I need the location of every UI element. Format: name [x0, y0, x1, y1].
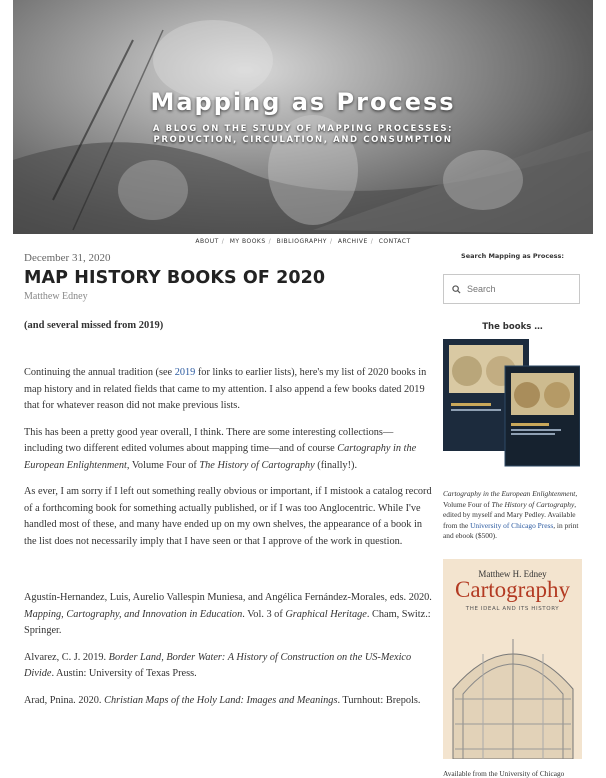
text: Continuing the annual tradition (see: [24, 367, 175, 378]
post-date[interactable]: December 31, 2020: [24, 252, 111, 264]
text: , in print and ebook ($500).: [443, 520, 579, 540]
text: This has been a pretty good year overall, I think. There are some interesting collections—including two different edited volumes about mapping time—and of course: [24, 426, 394, 454]
search-box[interactable]: [443, 274, 580, 304]
text: Agustín-Hernandez, Luis, Aurelio Vallespin Muniesa, and Angélica Fernández-Morales, eds. 2020.: [24, 592, 432, 603]
availability-text: Available from the University of Chicago: [443, 769, 565, 778]
header-engraving-image: [13, 0, 593, 234]
book-title: Cartography in the European Enlightenment: [24, 443, 417, 471]
book-title: The History of Cartography: [491, 499, 575, 509]
main-nav: [0, 238, 606, 245]
chicago-press-link[interactable]: University of Chicago Press: [470, 520, 554, 530]
book-title: Cartography in the European Enlightenment: [443, 489, 576, 498]
intro-paragraph: [24, 365, 432, 415]
bibliography-entry: [24, 590, 432, 640]
text: . Turnhout: Brepols.: [337, 694, 421, 706]
cover-engraving-image: [443, 559, 582, 759]
book-caption: [443, 489, 583, 542]
book-covers-image[interactable]: [443, 339, 580, 469]
book-title: Border Land, Border Water: A History of Construction on the US-Mexico Divide: [24, 651, 412, 679]
search-icon: [452, 285, 461, 294]
search-heading: Search Mapping as Process:: [461, 252, 564, 260]
sidebar: [443, 252, 582, 778]
bibliography-entry: [24, 650, 432, 683]
book-title: Christian Maps of the Holy Land: Images and Meanings: [104, 694, 338, 706]
nav-my-books[interactable]: MY BOOKS: [229, 238, 266, 245]
site-tagline-line2: PRODUCTION, CIRCULATION, AND CONSUMPTION: [153, 135, 453, 145]
text: Arad, Pnina. 2020.: [24, 694, 105, 706]
nav-separator: /: [370, 238, 374, 245]
post-title[interactable]: MAP HISTORY BOOKS OF 2020: [24, 268, 326, 288]
text: . Vol. 3 of: [242, 608, 286, 620]
site-title[interactable]: Mapping as Process: [150, 88, 456, 116]
nav-archive[interactable]: ARCHIVE: [337, 238, 368, 245]
books-heading: The books …: [482, 322, 543, 332]
header-banner: [13, 0, 593, 234]
text: , Volume Four of: [443, 489, 578, 509]
cover-title: Cartography: [455, 577, 570, 602]
nav-bibliography[interactable]: BIBLIOGRAPHY: [276, 238, 327, 245]
text: . Austin: University of Texas Press.: [51, 668, 197, 679]
cover-subtitle: THE IDEAL AND ITS HISTORY: [465, 606, 560, 612]
series-title: Graphical Heritage: [285, 608, 367, 620]
text: (finally!).: [314, 459, 358, 471]
book-title: The History of Cartography: [199, 459, 315, 471]
bibliography-entry: [24, 693, 432, 710]
paragraph-2: [24, 425, 432, 475]
site-tagline-line1: A BLOG ON THE STUDY OF MAPPING PROCESSES:: [152, 124, 454, 134]
post-subtitle: (and several missed from 2019): [24, 320, 164, 331]
search-input[interactable]: [465, 283, 569, 295]
paragraph-3: As ever, I am sorry if I left out something really obvious or important, if I mistook a catalog record of a forthcoming book for something actually published, or if I was too Anglocentric. While I've handled most of these, and many have ended up on my own shelves, the appearance of a book in the list does not necessarily imply that I have seen or that I approve of the work in question.: [24, 486, 432, 547]
nav-contact[interactable]: CONTACT: [378, 238, 411, 245]
cartography-book-cover[interactable]: [443, 559, 582, 759]
text: , Volume Four of: [126, 459, 200, 471]
nav-about[interactable]: ABOUT: [195, 238, 219, 245]
link-2019[interactable]: 2019: [174, 367, 196, 378]
post-author[interactable]: Matthew Edney: [24, 291, 88, 302]
cover-author: Matthew H. Edney: [478, 569, 547, 579]
nav-separator: /: [268, 238, 272, 245]
text: , edited by myself and Mary Pedley. Available from the: [443, 499, 577, 530]
nav-separator: /: [221, 238, 225, 245]
book-title: Mapping, Cartography, and Innovation in Education: [24, 608, 243, 620]
post-article: [24, 252, 432, 709]
text: . Cham, Switz.: Springer.: [24, 608, 431, 636]
text: for links to earlier lists), here's my list of 2020 books in map history and in related fields that came to my attention. I also append a few books dated 2019 that for whatever reason did not make previous lists.: [24, 367, 427, 411]
nav-separator: /: [329, 238, 333, 245]
text: Alvarez, C. J. 2019.: [24, 651, 109, 663]
